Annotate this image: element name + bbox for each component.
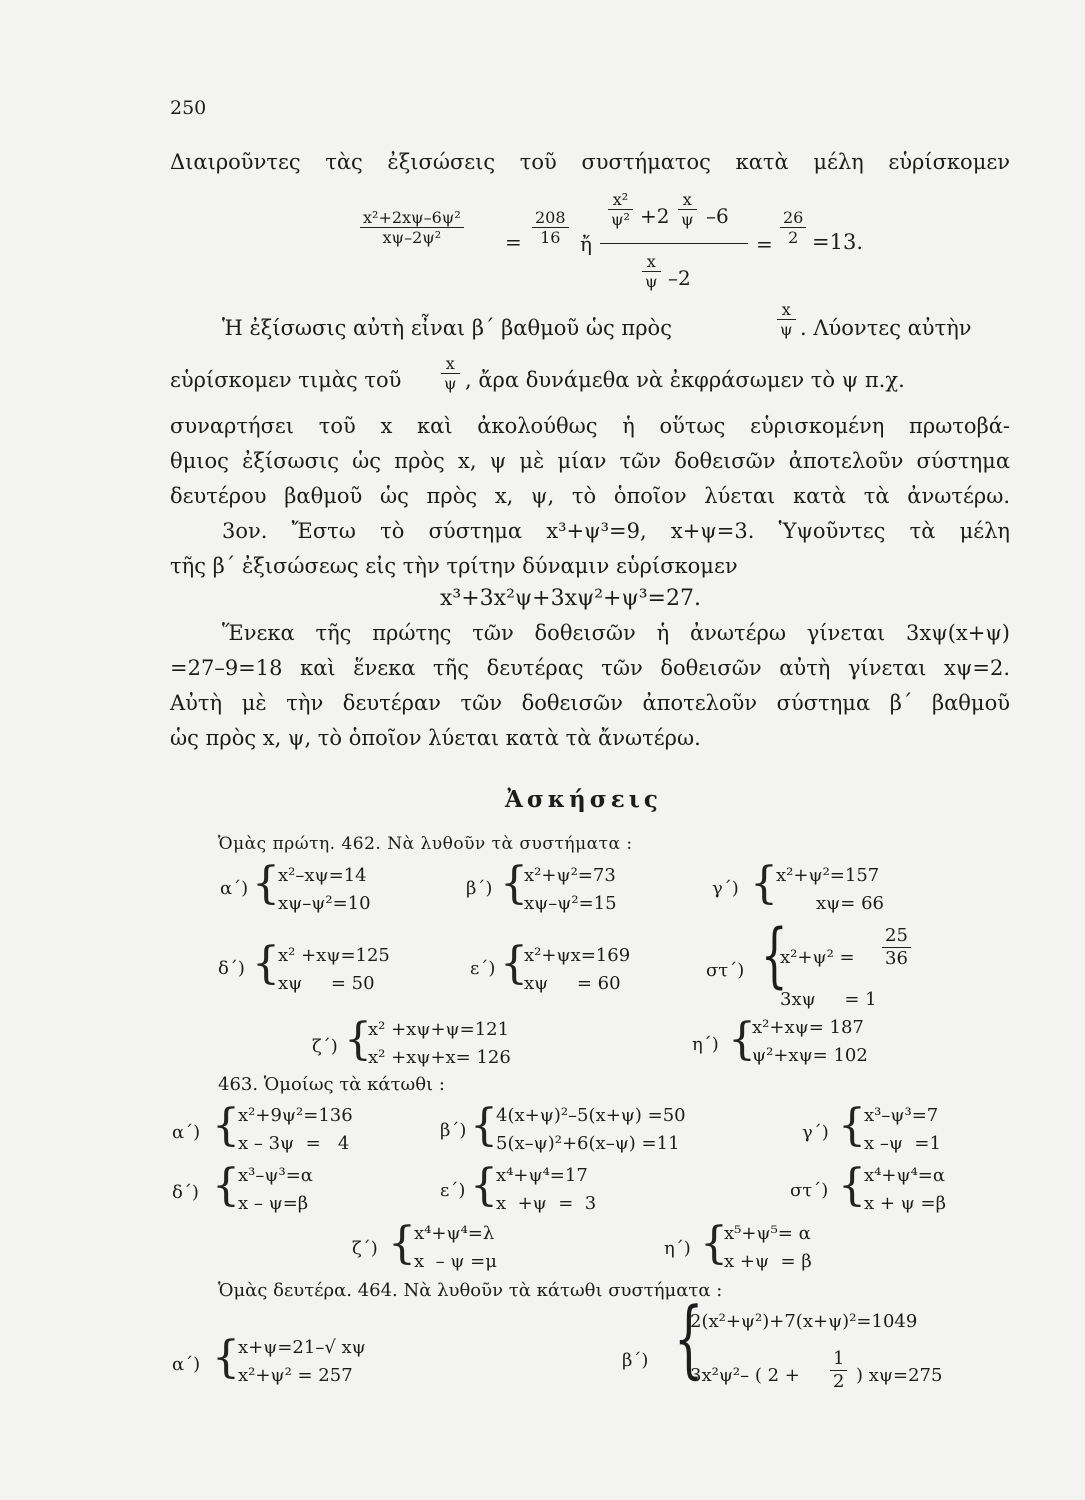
g1-b-eqs [524,862,617,918]
eq-right-den: 2 [788,228,799,247]
eq-result: =13. [812,230,863,254]
g2-a-eq2: x²+ψ² = 257 [238,1365,353,1386]
g463-h-label: η΄) [664,1238,691,1259]
g2-b-den: 2 [833,1371,845,1392]
g1-f-num: 25 [882,925,911,948]
eq-mid-den: 16 [540,228,561,247]
g463-d-brace: { [212,1160,240,1211]
eq-sign-1: = [505,230,522,254]
page-number: 250 [170,97,207,119]
g463-a-eq1: x²+9ψ²=136 [238,1105,353,1126]
g2-b-label: β΄) [622,1350,649,1371]
big-num-a-frac [608,190,633,229]
g1-c-eq2: xψ= 66 [816,893,884,914]
g463-h-eqs [724,1220,812,1276]
p1-line3: συναρτήσει τοῦ x καὶ ἀκολούθως ἡ οὕτως εὑρισκομένη πρωτοβά- [170,414,1010,438]
intro-line: Διαιροῦντες τὰς ἐξισώσεις τοῦ συστήματος κατὰ μέλη εὑρίσκομεν [170,150,1010,174]
g1-c-eqs [776,862,884,918]
eq-or: ἤ [580,232,592,256]
g463-b-eq1: 4(x+ψ)²–5(x+ψ) =50 [496,1105,686,1126]
eq-right-fraction [780,208,806,247]
g1-d-eq1: x² +xψ=125 [278,945,390,966]
g463-g-label: ζ΄) [352,1238,378,1259]
g1-f-label: στ΄) [706,960,745,981]
group1-title: Ὁμὰς πρώτη. 462. Νὰ λυθοῦν τὰ συστήματα : [218,834,633,854]
big-fraction-bar [600,243,748,244]
g1-c-brace: { [750,858,778,909]
g1-g-eq1: x² +xψ+ψ=121 [368,1019,510,1040]
g1-e-eqs [524,942,630,998]
g463-b-eq2: 5(x–ψ)²+6(x–ψ) =11 [496,1133,680,1154]
p1-line1-a: Ἡ ἐξίσωσις αὐτὴ εἶναι β΄ βαθμοῦ ὡς πρὸς [222,316,672,340]
g463-e-eq1: x⁴+ψ⁴=17 [496,1165,588,1186]
p1-line4: θμιος ἐξίσωσις ὡς πρὸς x, ψ μὲ μίαν τῶν δοθεισῶν ἀποτελοῦν σύστημα [170,449,1010,473]
g1-b-eq1: x²+ψ²=73 [524,865,616,886]
eq-left-num: x²+2xψ–6ψ² [360,208,464,228]
g1-e-eq1: x²+ψx=169 [524,945,631,966]
g1-d-brace: { [252,938,280,989]
g1-f-frac [882,925,911,970]
g463-e-eqs [496,1162,596,1218]
g463-e-eq2: x +ψ = 3 [496,1193,597,1214]
big-num-b-den: ψ [681,210,694,229]
g1-b-label: β΄) [466,878,493,899]
p2-line2: τῆς β΄ ἐξισώσεως εἰς τὴν τρίτην δύναμιν εὑρίσκομεν [170,554,738,578]
g463-a-brace: { [212,1100,240,1151]
g463-c-brace: { [838,1100,866,1151]
p1-frac2-num: x [441,354,460,374]
g463-a-eq2: x – 3ψ = 4 [238,1133,350,1154]
g2-a-eqs [238,1334,366,1390]
g463-a-label: α΄) [172,1122,201,1143]
g463-a-eqs [238,1102,353,1158]
g1-c-eq1: x²+ψ²=157 [776,865,880,886]
g463-c-eq1: x³–ψ³=7 [864,1105,939,1126]
big-den-a: x [642,252,661,272]
g1-a-brace: { [252,858,280,909]
g1-h-eqs [752,1014,868,1070]
eq-left-den: xψ–2ψ² [382,228,442,247]
big-den-a-den: ψ [645,272,658,291]
p2-line5: Αὐτὴ μὲ τὴν δευτέραν τῶν δοθεισῶν ἀποτελοῦν σύστημα β΄ βαθμοῦ [170,691,1010,715]
eq-sign-2: = [756,232,773,256]
g2-a-brace: { [212,1332,240,1383]
g463-d-eq2: x – ψ=β [238,1193,309,1214]
g463-c-eqs [864,1102,941,1158]
big-num-plus: +2 [640,204,670,228]
eq-mid-fraction [532,208,569,247]
g1-g-brace: { [344,1014,372,1065]
g463-b-eqs [496,1102,686,1158]
g463-c-label: γ΄) [802,1122,829,1143]
g463-b-label: β΄) [440,1120,467,1141]
g2-b-frac [830,1348,847,1393]
exercises-heading: Ἀσκήσεις [505,786,662,813]
g1-e-brace: { [500,938,528,989]
p1-frac-num: x [777,300,796,320]
big-den-frac [642,252,661,291]
g463-b-brace: { [470,1100,498,1151]
g463-g-eqs [414,1220,497,1276]
g463-f-eq1: x⁴+ψ⁴=α [864,1165,946,1186]
g1-a-label: α΄) [220,878,249,899]
g463-g-brace: { [388,1218,416,1269]
g2-b-eq1: 2(x²+ψ²)+7(x+ψ)²=1049 [690,1311,918,1332]
g1-e-label: ε΄) [470,958,496,979]
group2-title: Ὁμὰς δευτέρα. 464. Νὰ λυθοῦν τὰ κάτωθι συστήματα : [218,1280,723,1301]
g1-e-eq2: xψ = 60 [524,973,621,994]
g1-g-label: ζ΄) [312,1036,338,1057]
g1-b-eq2: xψ–ψ²=15 [524,893,617,914]
g463-g-eq2: x – ψ =μ [414,1251,497,1272]
g1-g-eqs [368,1016,511,1072]
g463-h-eq1: x⁵+ψ⁵= α [724,1223,811,1244]
big-den-minus: –2 [668,266,691,290]
g1-d-label: δ΄) [218,958,245,979]
eq-mid-num: 208 [532,208,569,228]
p1-line2-frac [441,354,460,393]
p1-line1-b: . Λύοντες αὐτὴν [800,316,972,340]
p2-equation: x³+3x²ψ+3xψ²+ψ³=27. [440,586,701,611]
big-num-a: x² [608,190,633,210]
p2-line3: Ἕνεκα τῆς πρώτης τῶν δοθεισῶν ἡ ἀνωτέρω γίνεται 3xψ(x+ψ) [222,621,1010,645]
eq-left-fraction [360,208,464,247]
g1-b-brace: { [500,858,528,909]
p1-line2-b: , ἄρα δυνάμεθα νὰ ἐκφράσωμεν τὸ ψ π.χ. [465,368,905,392]
group463-title: 463. Ὁμοίως τὰ κάτωθι : [218,1074,445,1095]
g2-b-eq2a: 3x²ψ²– ( 2 + [690,1365,800,1386]
p1-frac-den: ψ [780,320,793,339]
g463-f-brace: { [838,1160,866,1211]
big-num-minus: –6 [706,204,729,228]
p1-frac2-den: ψ [444,374,457,393]
g1-a-eq1: x²–xψ=14 [278,865,367,886]
g2-b-brace: { [674,1289,704,1387]
g463-h-eq2: x +ψ = β [724,1251,812,1272]
g463-c-eq2: x –ψ =1 [864,1133,941,1154]
g2-a-eq1: x+ψ=21–√ xψ [238,1337,366,1358]
g1-f-eq1a: x²+ψ² = [780,947,855,968]
p2-line1: 3ον. Ἔστω τὸ σύστημα x³+ψ³=9, x+ψ=3. Ὑψοῦντες τὰ μέλη [222,519,1010,543]
g2-a-label: α΄) [172,1354,201,1375]
g2-b-num: 1 [830,1348,847,1371]
g463-d-eqs [238,1162,313,1218]
p2-line6: ὡς πρὸς x, ψ, τὸ ὁποῖον λύεται κατὰ τὰ ἄνωτέρω. [170,726,701,750]
g1-f-den: 36 [885,948,908,969]
big-num-b: x [678,190,697,210]
g1-h-eq1: x²+xψ= 187 [752,1017,864,1038]
g463-e-label: ε΄) [440,1180,466,1201]
g1-d-eqs [278,942,390,998]
p1-line2-a: εὑρίσκομεν τιμὰς τοῦ [170,368,402,392]
g1-f-eq2: 3xψ = 1 [780,989,877,1010]
g1-g-eq2: x² +xψ+x= 126 [368,1047,511,1068]
p1-line1-frac [777,300,796,339]
p2-line4: =27–9=18 καὶ ἕνεκα τῆς δευτέρας τῶν δοθεισῶν αὐτὴ γίνεται xψ=2. [170,656,1010,680]
g1-a-eqs [278,862,371,918]
g1-c-label: γ΄) [712,878,739,899]
g1-a-eq2: xψ–ψ²=10 [278,893,371,914]
eq-right-num: 26 [780,208,806,228]
big-num-a-den: ψ² [611,210,630,229]
big-num-b-frac [678,190,697,229]
g463-d-label: δ΄) [172,1182,199,1203]
g2-b-eq2b: ) xψ=275 [856,1365,943,1386]
g1-h-label: η΄) [692,1034,719,1055]
g463-g-eq1: x⁴+ψ⁴=λ [414,1223,495,1244]
g463-e-brace: { [470,1160,498,1211]
g463-h-brace: { [700,1218,728,1269]
g463-f-eqs [864,1162,946,1218]
g463-f-eq2: x + ψ =β [864,1193,947,1214]
g463-d-eq1: x³–ψ³=α [238,1165,313,1186]
g463-f-label: στ΄) [790,1180,829,1201]
g1-f-brace: { [760,914,788,996]
g1-h-eq2: ψ²+xψ= 102 [752,1045,868,1066]
g1-d-eq2: xψ = 50 [278,973,375,994]
p1-line5: δευτέρου βαθμοῦ ὡς πρὸς x, ψ, τὸ ὁποῖον λύεται κατὰ τὰ ἀνωτέρω. [170,484,1010,508]
g1-h-brace: { [728,1014,756,1065]
